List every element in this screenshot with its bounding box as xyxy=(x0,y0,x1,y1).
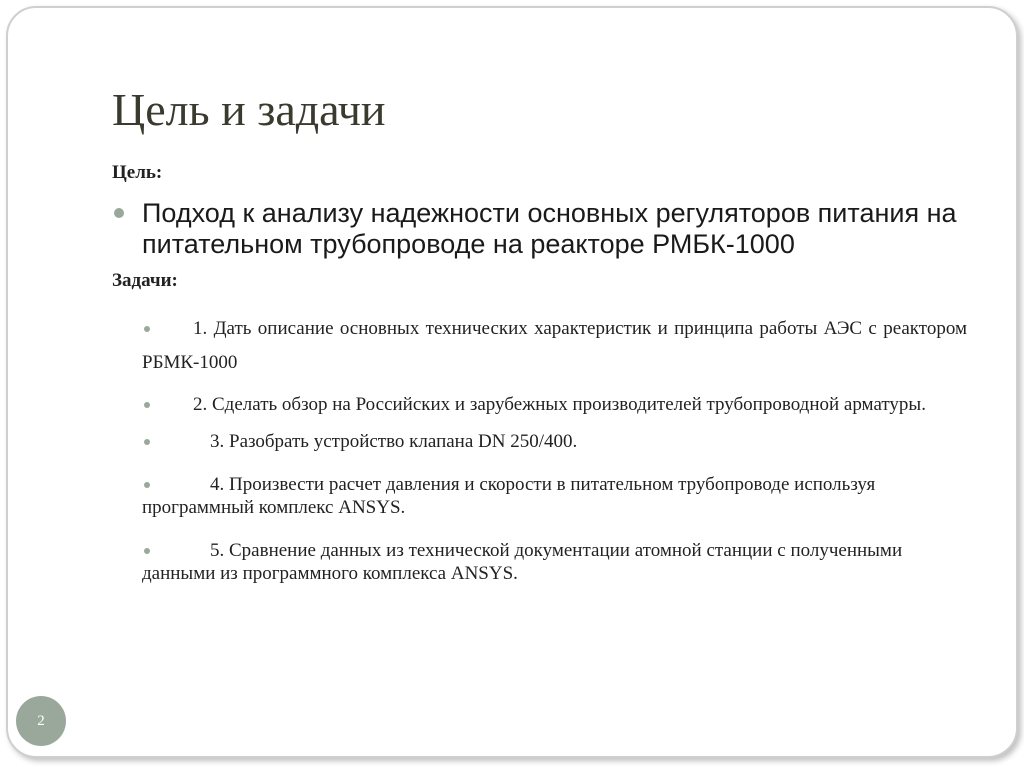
task-text: 2. Сделать обзор на Российских и зарубежных производителей трубопроводной арматуры. xyxy=(193,394,926,415)
slide-title: Цель и задачи xyxy=(112,84,386,135)
bullet-icon xyxy=(144,439,150,445)
task-text: 1. Дать описание основных технических характеристик и принципа работы АЭС с реактором РБМК-1000 xyxy=(142,318,967,373)
slide-body xyxy=(112,162,967,585)
task-item xyxy=(112,539,967,585)
goal-label: Цель: xyxy=(112,162,163,183)
task-item xyxy=(112,312,967,380)
bullet-icon xyxy=(144,402,150,408)
bullet-icon xyxy=(144,548,150,554)
bullet-icon xyxy=(114,208,124,218)
task-item xyxy=(112,430,967,453)
bullet-icon xyxy=(144,482,150,488)
tasks-label: Задачи: xyxy=(112,270,178,291)
task-text: 5. Сравнение данных из технической документации атомной станции с полученными данными из программного комплекса ANSYS. xyxy=(142,540,903,584)
task-text: 4. Произвести расчет давления и скорости в питательном трубопроводе используя программный комплекс ANSYS. xyxy=(142,474,876,518)
task-item xyxy=(112,388,967,422)
page-number-badge: 2 xyxy=(16,696,66,746)
goal-bullet xyxy=(112,198,967,260)
task-text: 3. Разобрать устройство клапана DN 250/400. xyxy=(210,431,578,452)
bullet-icon xyxy=(144,326,150,332)
task-item xyxy=(112,473,967,519)
goal-text: Подход к анализу надежности основных регуляторов питания на питательном трубопроводе на реакторе РМБК-1000 xyxy=(142,198,957,259)
